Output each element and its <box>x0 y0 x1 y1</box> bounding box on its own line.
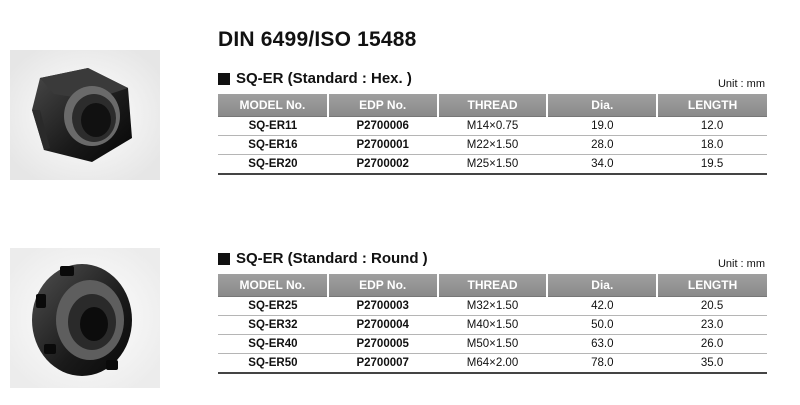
model-cell: SQ-ER11 <box>218 117 328 136</box>
unit-label: Unit : mm <box>717 78 765 90</box>
spec-table <box>218 274 767 374</box>
table-row <box>218 354 767 374</box>
length-cell: 23.0 <box>657 316 767 335</box>
square-bullet-icon <box>218 73 230 85</box>
section-title <box>218 70 412 87</box>
column-header-thread: THREAD <box>438 94 548 117</box>
table-row <box>218 155 767 175</box>
column-header-model: MODEL No. <box>218 274 328 297</box>
model-cell: SQ-ER20 <box>218 155 328 175</box>
thread-cell: M25×1.50 <box>438 155 548 175</box>
hex-section <box>218 70 767 175</box>
length-cell: 20.5 <box>657 297 767 316</box>
thread-cell: M22×1.50 <box>438 136 548 155</box>
table-row <box>218 297 767 316</box>
column-header-edp: EDP No. <box>328 94 438 117</box>
table-row <box>218 136 767 155</box>
thread-cell: M14×0.75 <box>438 117 548 136</box>
length-cell: 12.0 <box>657 117 767 136</box>
thread-cell: M64×2.00 <box>438 354 548 374</box>
round-collet-nut-image <box>10 248 160 388</box>
square-bullet-icon <box>218 253 230 265</box>
edp-cell: P2700007 <box>328 354 438 374</box>
edp-cell: P2700001 <box>328 136 438 155</box>
hex-collet-nut-photo-icon <box>10 50 160 180</box>
length-cell: 18.0 <box>657 136 767 155</box>
column-header-dia: Dia. <box>547 274 657 297</box>
section-title-text: SQ-ER (Standard : Hex. ) <box>236 70 412 87</box>
table-header-row <box>218 94 767 117</box>
column-header-edp: EDP No. <box>328 274 438 297</box>
column-header-length: LENGTH <box>657 94 767 117</box>
column-header-model: MODEL No. <box>218 94 328 117</box>
model-cell: SQ-ER50 <box>218 354 328 374</box>
edp-cell: P2700005 <box>328 335 438 354</box>
round-collet-nut-photo-icon <box>10 248 160 388</box>
table-header-row <box>218 274 767 297</box>
table-row <box>218 316 767 335</box>
edp-cell: P2700002 <box>328 155 438 175</box>
column-header-thread: THREAD <box>438 274 548 297</box>
unit-label: Unit : mm <box>717 258 765 270</box>
section-title <box>218 250 428 267</box>
edp-cell: P2700003 <box>328 297 438 316</box>
thread-cell: M40×1.50 <box>438 316 548 335</box>
edp-cell: P2700006 <box>328 117 438 136</box>
section-title-text: SQ-ER (Standard : Round ) <box>236 250 428 267</box>
dia-cell: 42.0 <box>547 297 657 316</box>
model-cell: SQ-ER16 <box>218 136 328 155</box>
length-cell: 19.5 <box>657 155 767 175</box>
thread-cell: M50×1.50 <box>438 335 548 354</box>
model-cell: SQ-ER40 <box>218 335 328 354</box>
hex-collet-nut-image <box>10 50 160 180</box>
dia-cell: 78.0 <box>547 354 657 374</box>
length-cell: 26.0 <box>657 335 767 354</box>
round-section <box>218 250 767 374</box>
thread-cell: M32×1.50 <box>438 297 548 316</box>
table-row <box>218 335 767 354</box>
column-header-dia: Dia. <box>547 94 657 117</box>
model-cell: SQ-ER32 <box>218 316 328 335</box>
length-cell: 35.0 <box>657 354 767 374</box>
dia-cell: 50.0 <box>547 316 657 335</box>
spec-table <box>218 94 767 175</box>
model-cell: SQ-ER25 <box>218 297 328 316</box>
dia-cell: 34.0 <box>547 155 657 175</box>
edp-cell: P2700004 <box>328 316 438 335</box>
dia-cell: 28.0 <box>547 136 657 155</box>
column-header-length: LENGTH <box>657 274 767 297</box>
table-row <box>218 117 767 136</box>
dia-cell: 19.0 <box>547 117 657 136</box>
dia-cell: 63.0 <box>547 335 657 354</box>
page-title: DIN 6499/ISO 15488 <box>218 28 417 51</box>
